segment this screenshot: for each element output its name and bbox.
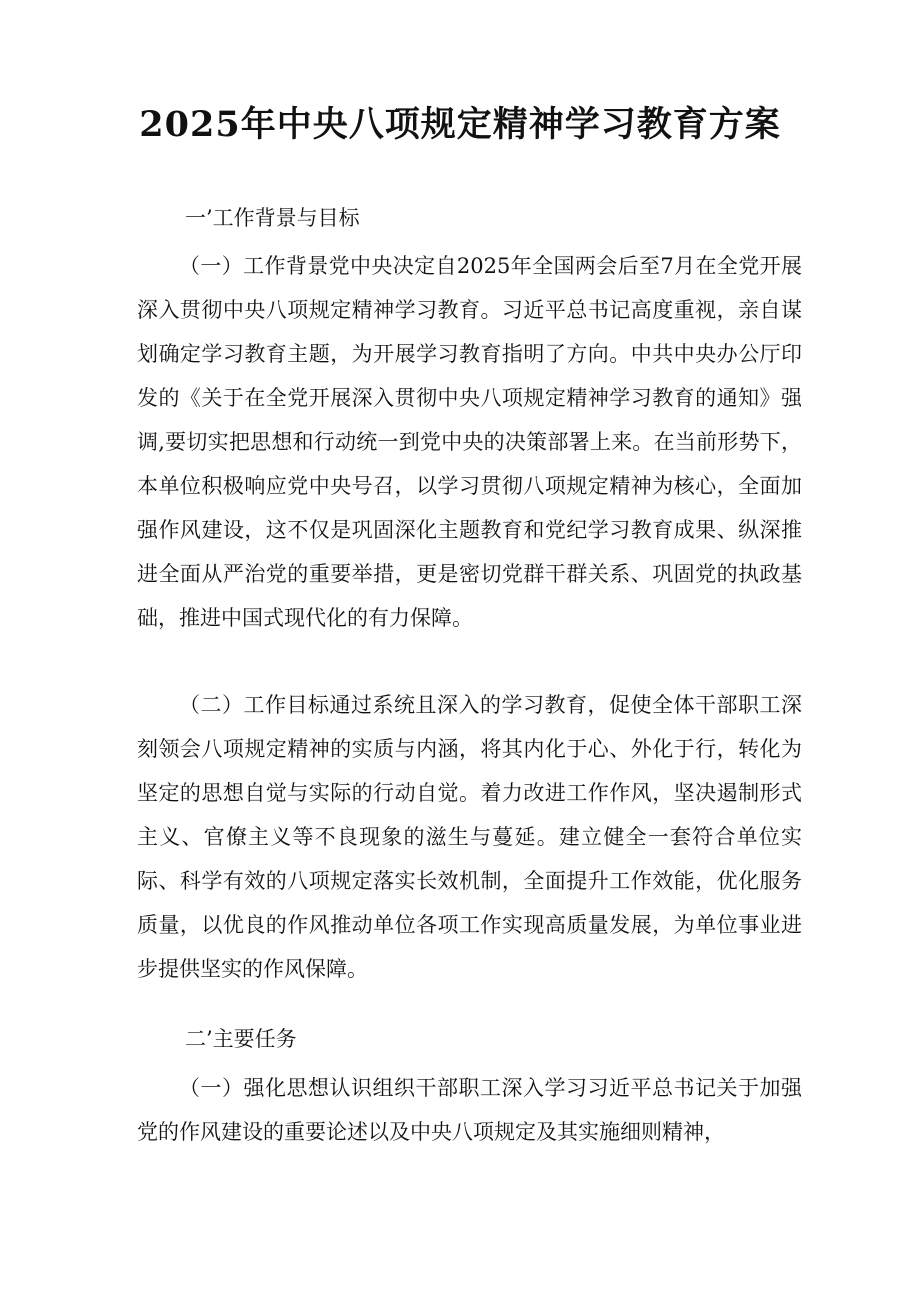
- section-heading-main-tasks: 二’主要任务: [185, 1027, 297, 1051]
- document-title: 2025年中央八项规定精神学习教育方案: [139, 104, 781, 145]
- paragraph-work-background: （一）工作背景党中央决定自2025年全国两会后至7月在全党开展深入贯彻中央八项规定精神学习教育。习近平总书记高度重视，亲自谋划确定学习教育主题，为开展学习教育指明了方向。中共中央办公厅印发的《关于在全党开展深入贯彻中央八项规定精神学习教育的通知》强调,要切实把思想和行动统一到党中央的决策部署上来。在当前形势下，本单位积极响应党中央号召，以学习贯彻八项规定精神为核心，全面加强作风建设，这不仅是巩固深化主题教育和党纪学习教育成果、纵深推进全面从严治党的重要举措，更是密切党群干群关系、巩固党的执政基础，推进中国式现代化的有力保障。: [137, 254, 802, 630]
- paragraph-strengthen-awareness: （一）强化思想认识组织干部职工深入学习习近平总书记关于加强党的作风建设的重要论述以及中央八项规定及其实施细则精神，: [137, 1076, 802, 1144]
- section-heading-background-goals: 一’工作背景与目标: [185, 206, 360, 230]
- paragraph-work-goals: （二）工作目标通过系统且深入的学习教育，促使全体干部职工深刻领会八项规定精神的实质与内涵，将其内化于心、外化于行，转化为坚定的思想自觉与实际的行动自觉。着力改进工作作风，坚决遏制形式主义、官僚主义等不良现象的滋生与蔓延。建立健全一套符合单位实际、科学有效的八项规定落实长效机制，全面提升工作效能，优化服务质量，以优良的作风推动单位各项工作实现高质量发展，为单位事业进步提供坚实的作风保障。: [137, 693, 802, 981]
